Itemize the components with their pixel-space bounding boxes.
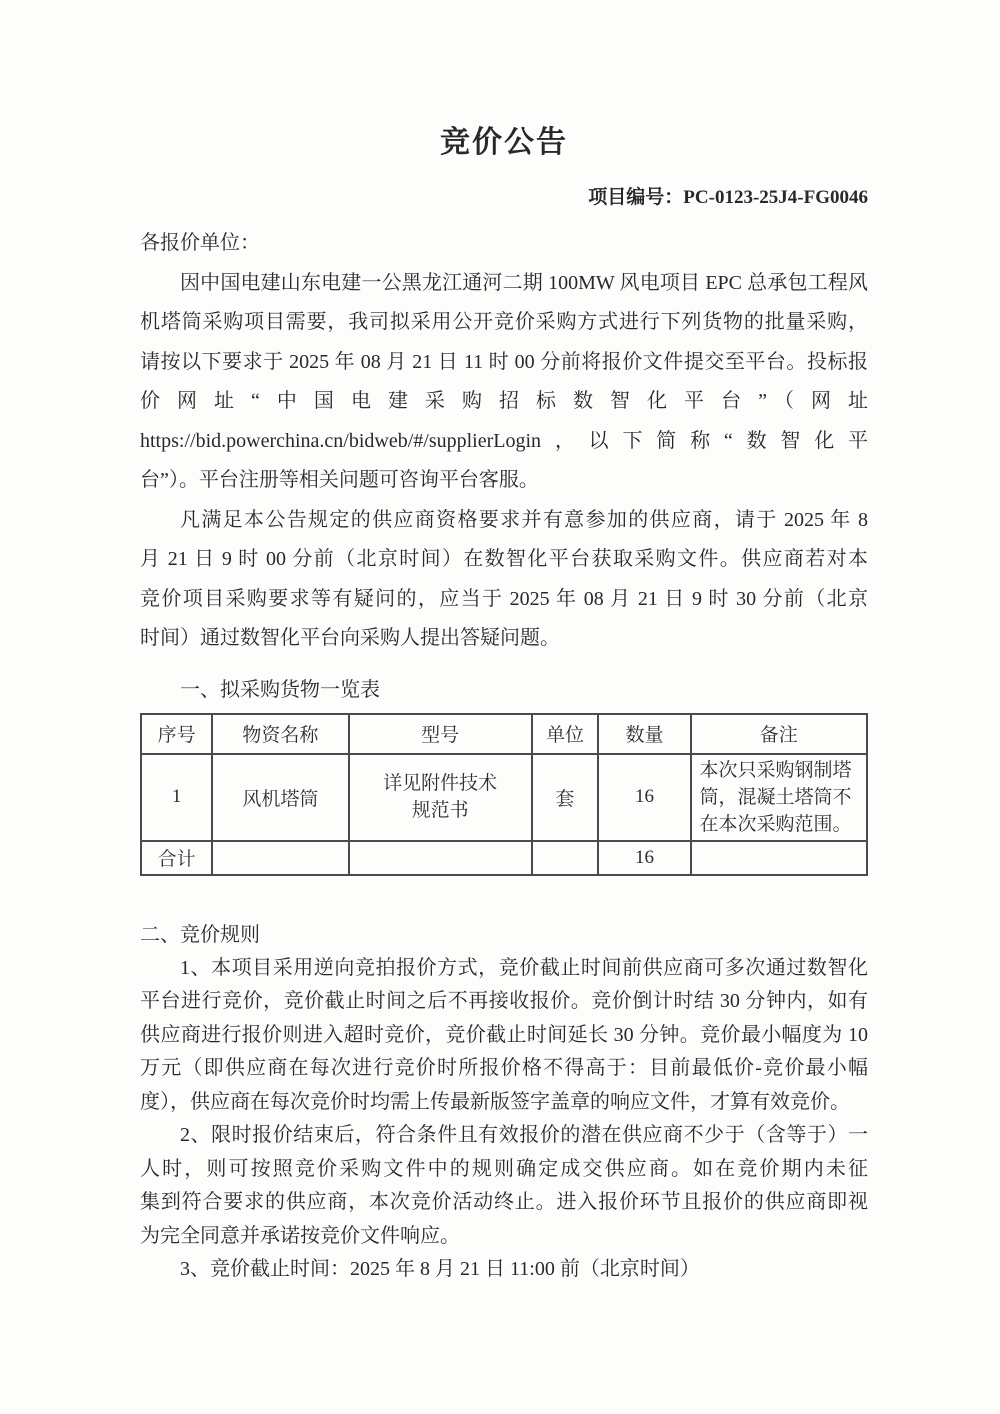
text-line: 请按以下要求于 2025 年 08 月 21 日 11 时 00 分前将报价文件提交至平台。投标报 [140, 350, 868, 373]
cell-empty [532, 841, 599, 875]
text-line: 台”）。平台注册等相关问题可咨询平台客服。 [140, 469, 539, 491]
rule-paragraph-1 [140, 952, 868, 1120]
text-line: 竞价项目采购要求等有疑问的，应当于 2025 年 08 月 21 日 9 时 30 分前（北京 [140, 587, 868, 610]
text-line: 时间）通过数智化平台向采购人提出答疑问题。 [140, 627, 560, 649]
cell-qty: 16 [598, 754, 690, 841]
text-line: 月 21 日 9 时 00 分前（北京时间）在数智化平台获取采购文件。供应商若对本 [140, 548, 868, 570]
text-line: 人时，则可按照竞价采购文件中的规则确定成交供应商。如在竞价期内未征 [140, 1157, 868, 1180]
table-total-row [141, 841, 867, 875]
document-title: 竞价公告 [440, 126, 568, 159]
text-line: 凡满足本公告规定的供应商资格要求并有意参加的供应商，请于 2025 年 8 [180, 508, 868, 531]
intro-paragraph-1 [140, 264, 868, 501]
text-line: 2、限时报价结束后，符合条件且有效报价的潜在供应商不少于（含等于）一 [180, 1124, 868, 1146]
cell-remark-text: 本次只采购钢制塔筒，混凝土塔筒不在本次采购范围。 [699, 759, 852, 835]
rule-3: 3、竞价截止时间：2025 年 8 月 21 日 11:00 前（北京时间） [180, 1258, 700, 1280]
text-line: 价网址“中国电建采购招标数智化平台”（网址 [140, 390, 868, 412]
text-line: 度），供应商在每次竞价时均需上传最新版签字盖章的响应文件，才算有效竞价。 [140, 1090, 850, 1113]
rule-paragraph-2 [140, 1119, 868, 1253]
col-header-remark: 备注 [691, 714, 867, 754]
salutation: 各报价单位： [140, 232, 260, 254]
col-header-unit: 单位 [532, 714, 599, 754]
intro-paragraph-2 [140, 501, 868, 659]
col-header-model: 型号 [349, 714, 532, 754]
table-header-row [141, 714, 867, 754]
text-line: 集到符合要求的供应商，本次竞价活动终止。进入报价环节且报价的供应商即视 [140, 1191, 868, 1213]
text-line: 1、本项目采用逆向竞拍报价方式，竞价截止时间前供应商可多次通过数智化 [180, 956, 868, 979]
text-line: https://bid.powerchina.cn/bidweb/#/supplierLogin，以下简称“数智化平 [140, 429, 868, 452]
project-number: 项目编号：PC-0123-25J4-FG0046 [588, 187, 868, 208]
text-line: 为完全同意并承诺按竞价文件响应。 [140, 1224, 460, 1247]
cell-empty [212, 841, 348, 875]
cell-seq: 1 [141, 754, 212, 841]
text-line: 万元（即供应商在每次进行竞价时所报价格不得高于：目前最低价-竞价最小幅 [140, 1057, 868, 1079]
col-header-qty: 数量 [598, 714, 690, 754]
cell-model [349, 754, 532, 841]
cell-total-label: 合计 [141, 841, 212, 875]
cell-empty [691, 841, 867, 875]
section1-heading: 一、拟采购货物一览表 [180, 678, 380, 701]
cell-unit: 套 [532, 754, 599, 841]
text-line: 平台进行竞价，竞价截止时间之后不再接收报价。竞价倒计时结 30 分钟内，如有 [140, 990, 868, 1012]
col-header-name: 物资名称 [212, 714, 348, 754]
text-line: 因中国电建山东电建一公黑龙江通河二期 100MW 风电项目 EPC 总承包工程风 [180, 271, 868, 294]
cell-remark [691, 754, 867, 841]
text-line: 供应商进行报价则进入超时竞价，竞价截止时间延长 30 分钟。竞价最小幅度为 10 [140, 1023, 868, 1046]
text-line: 机塔筒采购项目需要，我司拟采用公开竞价采购方式进行下列货物的批量采购， [140, 311, 868, 333]
cell-total-qty: 16 [598, 841, 690, 875]
cell-model-text: 详见附件技术规范书 [383, 773, 498, 821]
section2-heading: 二、竞价规则 [140, 923, 260, 946]
col-header-seq: 序号 [141, 714, 212, 754]
cell-empty [349, 841, 532, 875]
goods-table [140, 713, 868, 876]
cell-name: 风机塔筒 [212, 754, 348, 841]
table-row [141, 754, 867, 841]
